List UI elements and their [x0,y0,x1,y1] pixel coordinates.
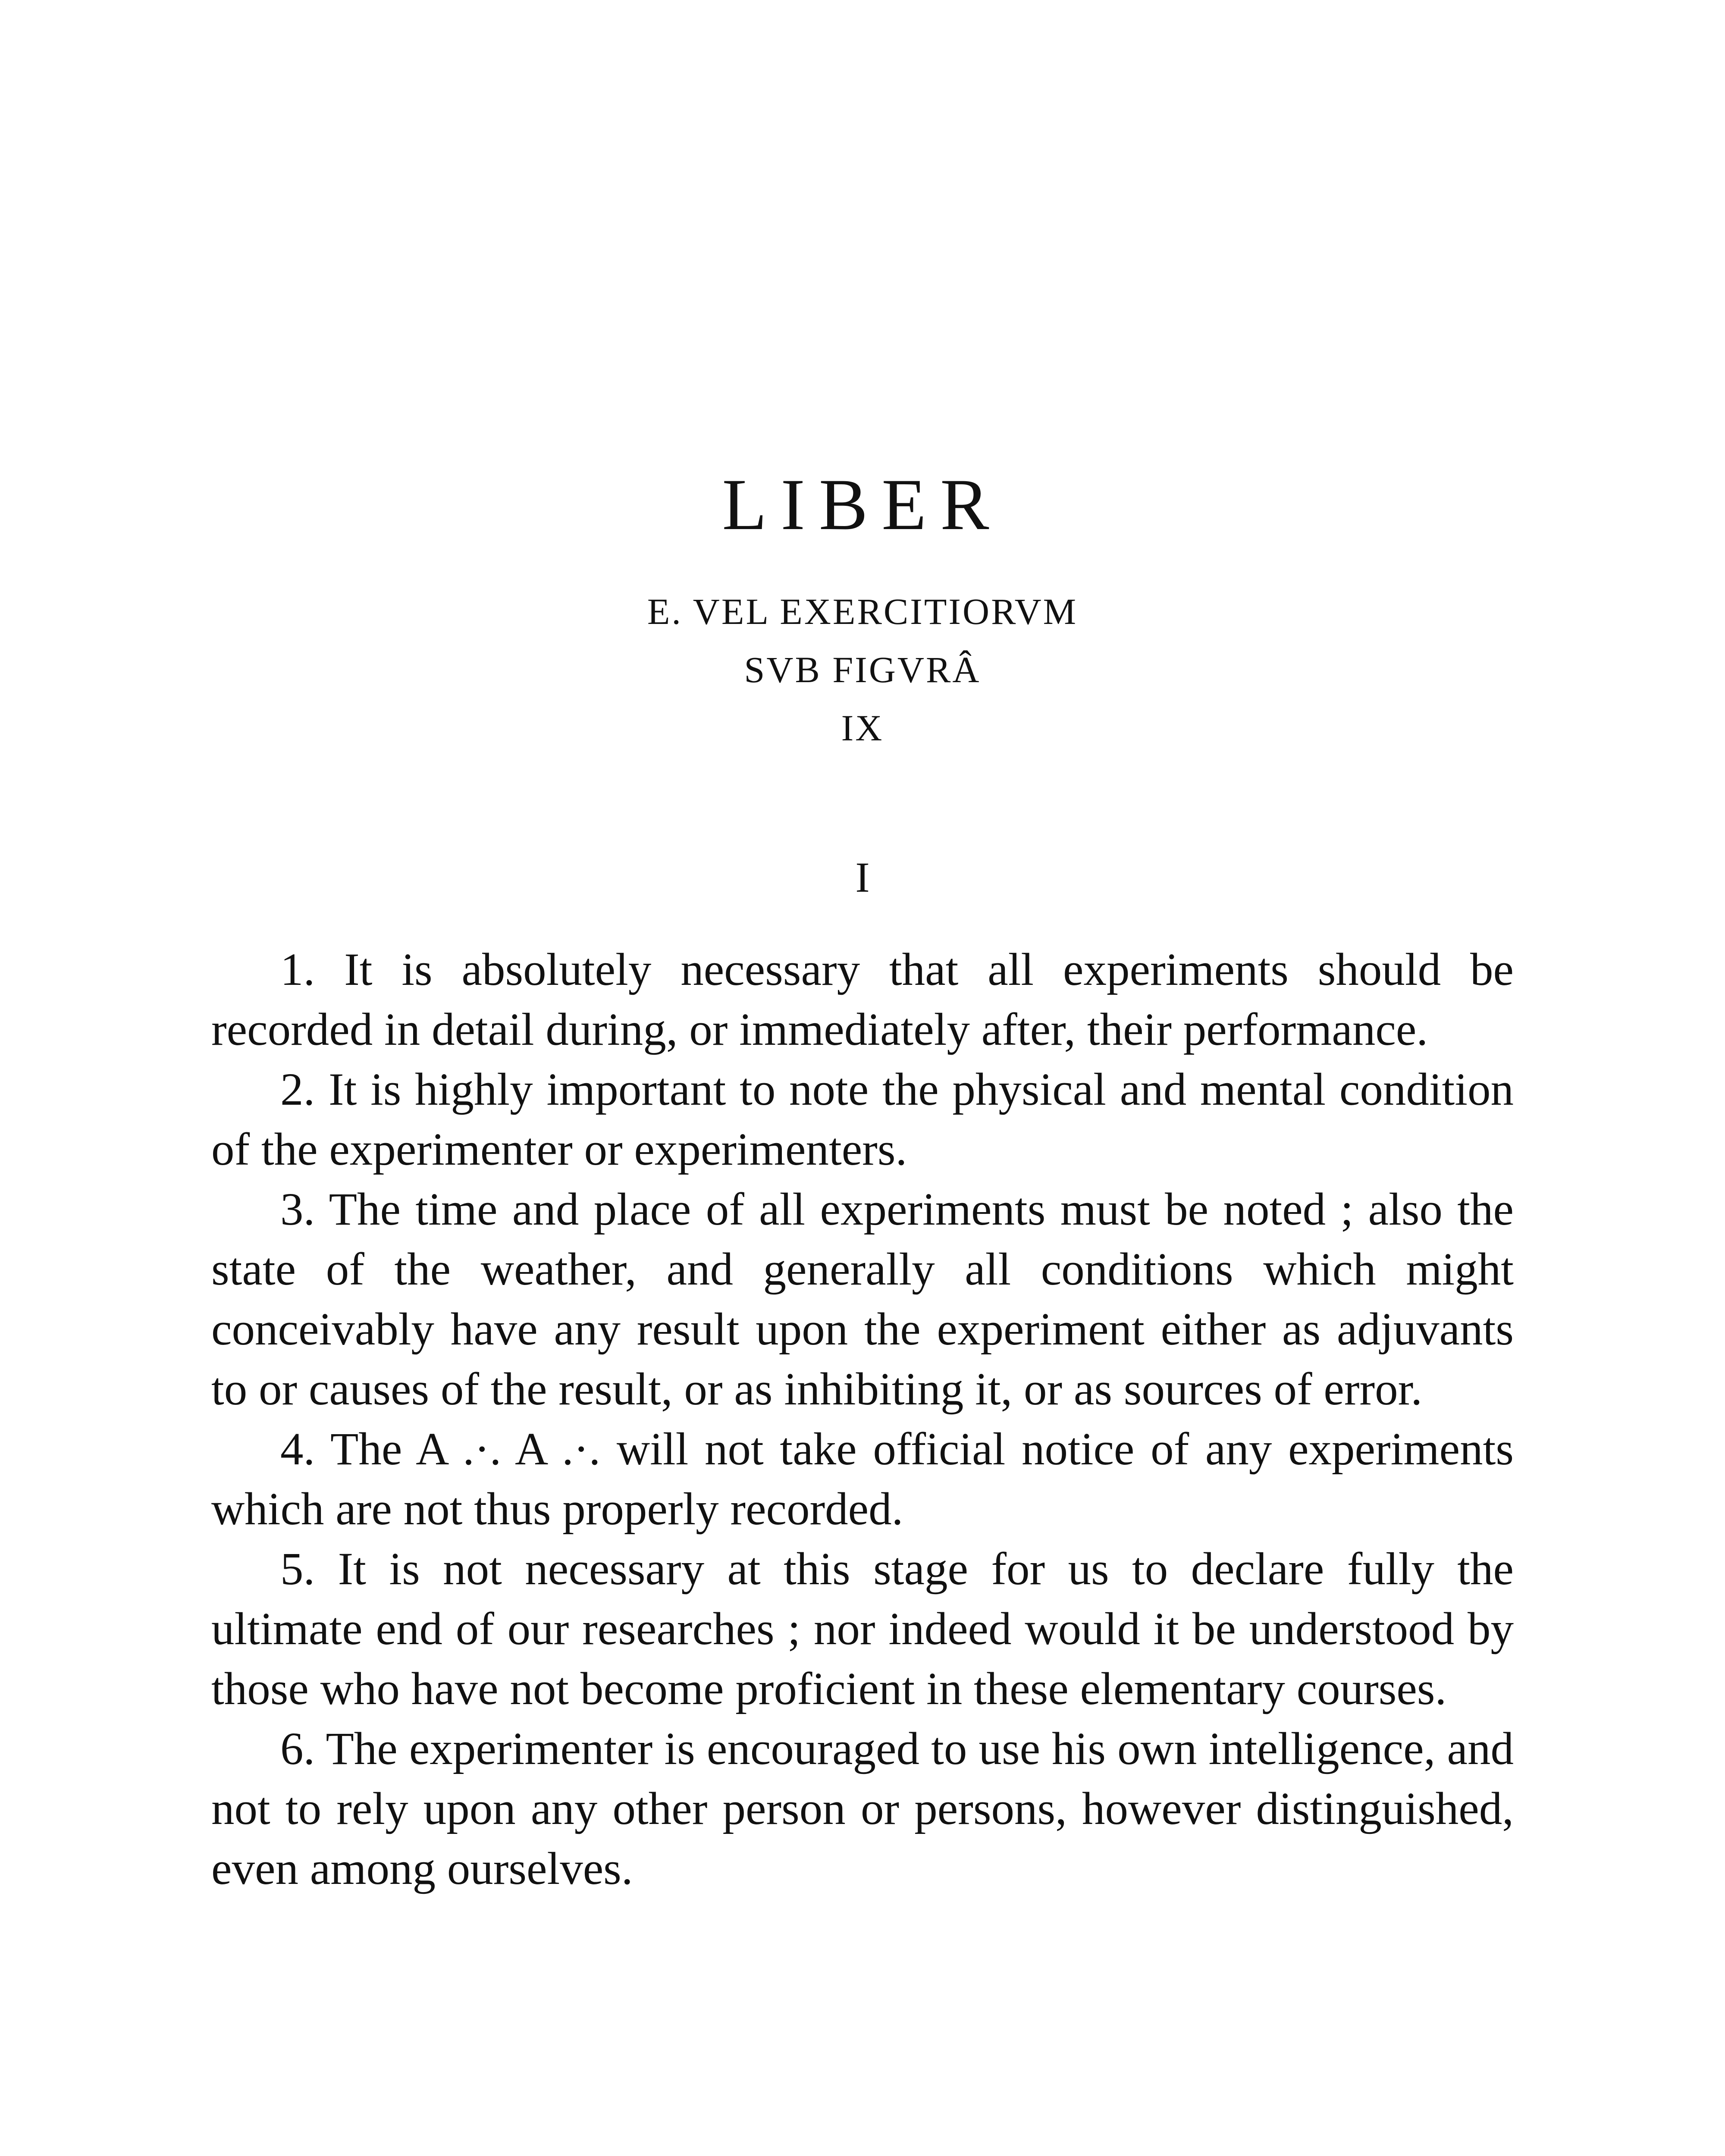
section-numeral: I [855,853,870,901]
paragraph-number: 6. [280,1724,315,1774]
paragraph-text: The experimenter is encouraged to use his own intelligence, and not to rely upon any other person or persons, however distinguished, even among ourselves. [211,1724,1514,1894]
paragraph-number: 1. [280,944,315,995]
paragraph-4 [211,1420,1514,1539]
paragraph-1 [211,940,1514,1060]
paragraph-5 [211,1539,1514,1719]
paragraph-number: 4. [280,1424,315,1475]
paragraph-3 [211,1180,1514,1420]
paragraph-number: 5. [280,1544,315,1595]
paragraph-text: The A .·. A .·. will not take official notice of any experiments which are not thus properly recorded. [211,1424,1514,1535]
paragraph-text: It is not necessary at this stage for us to declare fully the ultimate end of our researches ; nor indeed would it be understood by those who have not become proficient in these elementary courses. [211,1544,1514,1714]
paragraph-number: 2. [280,1064,315,1115]
paragraph-2 [211,1060,1514,1180]
subtitle-line-2: SVB FIGVRÂ [744,649,981,690]
body-text [211,940,1514,1899]
subtitle-line-1: E. VEL EXERCITIORVM [647,591,1078,632]
paragraph-text: It is absolutely necessary that all experiments should be recorded in detail during, or immediately after, their performance. [211,944,1514,1055]
subtitle-line-3: IX [841,707,884,749]
paragraph-number: 3. [280,1184,315,1235]
paragraph-text: It is highly important to note the physical and mental condition of the experimenter or experimenters. [211,1064,1514,1175]
paragraph-6 [211,1719,1514,1899]
page-title: LIBER [722,464,1003,545]
paragraph-text: The time and place of all experiments must be noted ; also the state of the weather, and generally all conditions which might conceivably have any result upon the experiment either as adjuvants to or causes of the result, or as inhibiting it, or as sources of error. [211,1184,1514,1415]
